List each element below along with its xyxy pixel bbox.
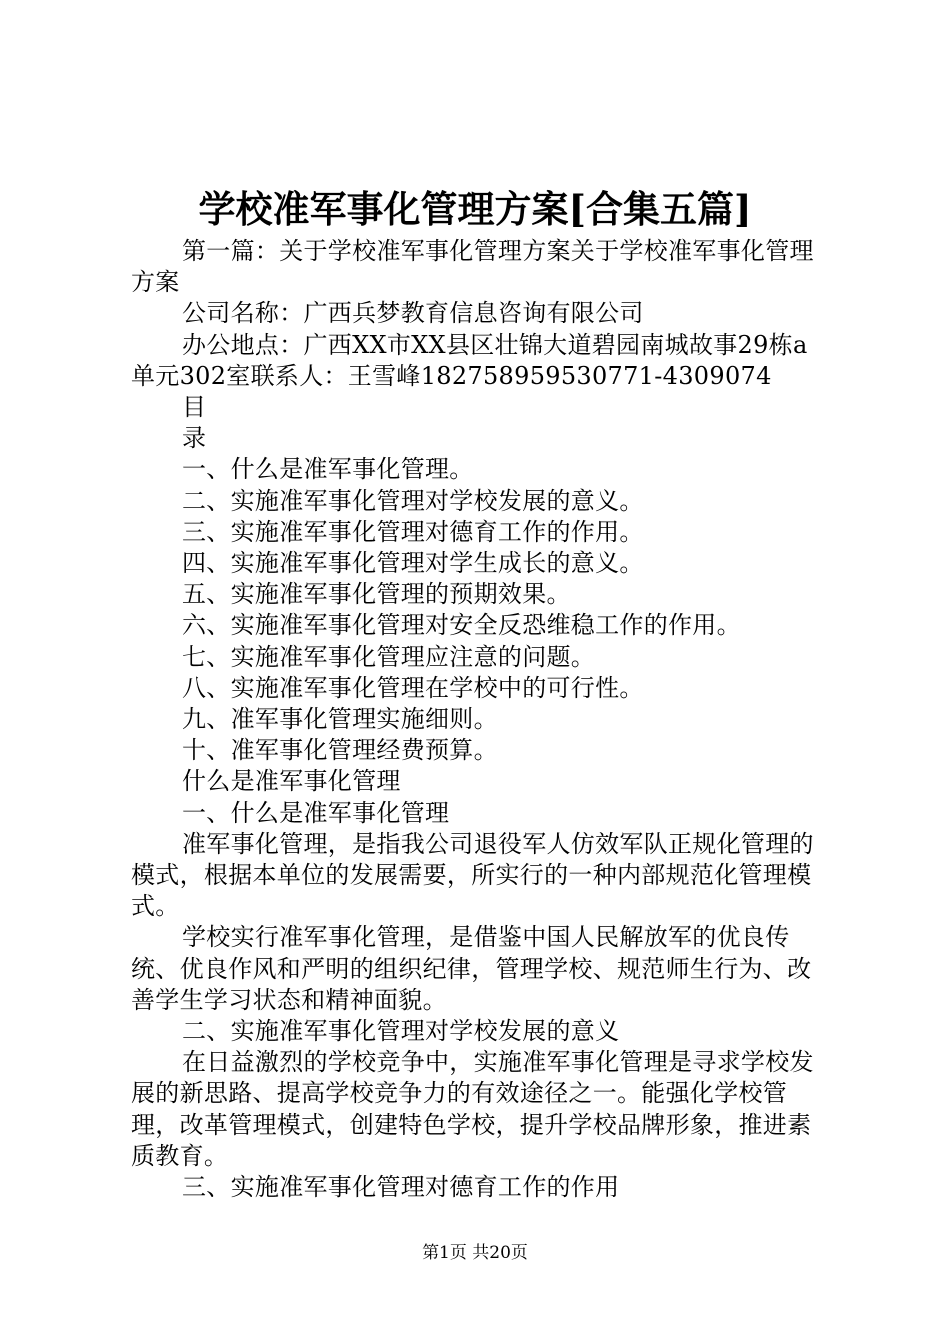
document-title: 学校准军事化管理方案[合集五篇] <box>198 187 752 231</box>
page-number: 第1页 共20页 <box>422 1243 528 1263</box>
paragraph: 目 <box>182 393 207 422</box>
section-heading: 一、什么是准军事化管理 <box>182 798 450 827</box>
section-heading: 三、实施准军事化管理对德育工作的作用 <box>182 1173 620 1202</box>
paragraph: 学校实行准军事化管理，是借鉴中国人民解放军的优良传统、优良作风和严明的组织纪律，管理学校、规范师生行为、改善学生学习状态和精神面貌。 <box>131 923 812 1014</box>
paragraph: 公司名称：广西兵梦教育信息咨询有限公司 <box>182 299 644 328</box>
toc-item: 四、实施准军事化管理对学生成长的意义。 <box>182 549 644 578</box>
toc-item: 六、实施准军事化管理对安全反恐维稳工作的作用。 <box>182 611 741 640</box>
toc-item: 一、什么是准军事化管理。 <box>182 455 474 484</box>
toc-item: 八、实施准军事化管理在学校中的可行性。 <box>182 673 644 702</box>
toc-item: 三、实施准军事化管理对德育工作的作用。 <box>182 517 644 546</box>
toc-item: 二、实施准军事化管理对学校发展的意义。 <box>182 486 644 515</box>
paragraph: 第一篇：关于学校准军事化管理方案关于学校准军事化管理方案 <box>131 237 814 297</box>
paragraph: 准军事化管理，是指我公司退役军人仿效军队正规化管理的模式，根据本单位的发展需要，所实行的一种内部规范化管理模式。 <box>131 829 814 921</box>
section-heading: 二、实施准军事化管理对学校发展的意义 <box>182 1017 620 1046</box>
toc-item: 七、实施准军事化管理应注意的问题。 <box>182 642 596 671</box>
paragraph: 办公地点：广西XX市XX县区壮锦大道碧园南城故事29栋a单元302室联系人：王雪峰182758959530771-4309074 <box>131 330 808 390</box>
toc-item: 五、实施准军事化管理的预期效果。 <box>182 580 571 609</box>
section-heading: 什么是准军事化管理 <box>182 767 401 796</box>
paragraph: 录 <box>182 424 207 453</box>
paragraph: 在日益激烈的学校竞争中，实施准军事化管理是寻求学校发展的新思路、提高学校竞争力的有效途径之一。能强化学校管理，改革管理模式，创建特色学校，提升学校品牌形象，推进素质教育。 <box>131 1048 814 1170</box>
toc-item: 十、准军事化管理经费预算。 <box>182 736 498 765</box>
document-body <box>131 236 831 1203</box>
toc-item: 九、准军事化管理实施细则。 <box>182 705 498 734</box>
